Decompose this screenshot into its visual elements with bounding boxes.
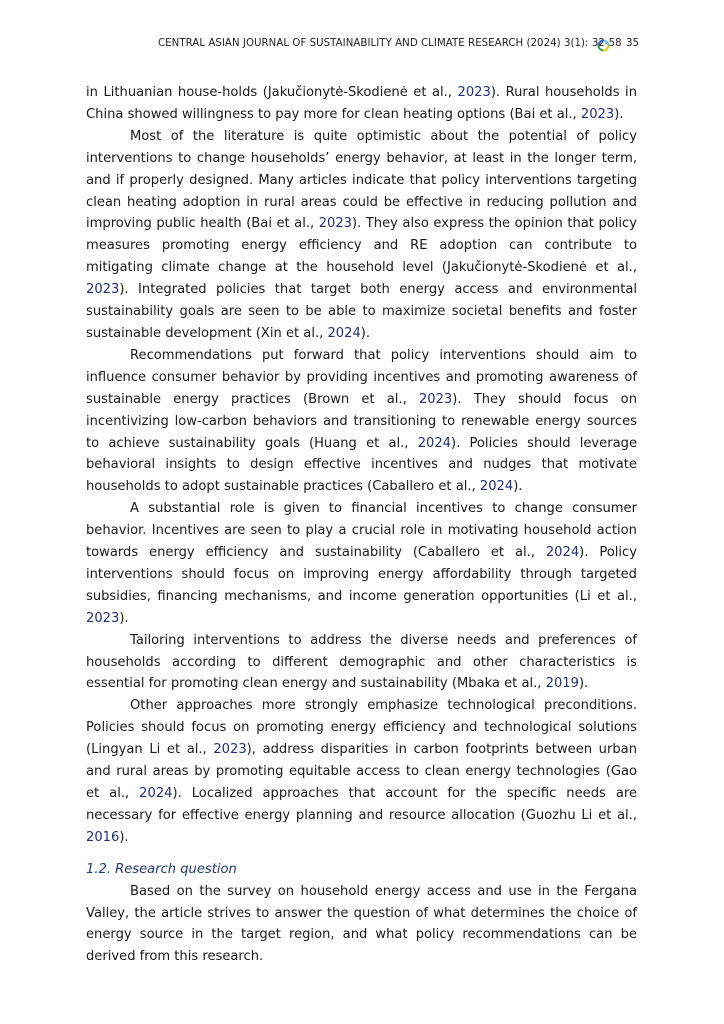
- text: Other approaches more strongly emphasize technological preconditions. Policies should focus on promoting energy efficiency and technological solutions (Lingyan Li et al.,: [86, 698, 637, 758]
- citation-link[interactable]: 2023: [580, 106, 615, 122]
- text: ).: [614, 106, 624, 122]
- citation-link[interactable]: 2024: [479, 479, 514, 495]
- journal-logo-icon: [597, 39, 610, 52]
- text: ).: [119, 829, 129, 845]
- text: Recommendations put forward that policy interventions should aim to influence consumer behavior by providing incentives and promoting awareness of sustainable energy practices (Brown et al.,: [86, 347, 637, 407]
- text: A substantial role is given to financial incentives to change consumer behavior. Incentives are seen to play a crucial role in motivating household action towards energy efficiency and sustainability (Caballero et al.,: [86, 501, 637, 561]
- citation-link[interactable]: 2023: [86, 282, 120, 298]
- citation-link[interactable]: 2019: [545, 676, 579, 692]
- text: ). Integrated policies that target both energy access and environmental sustainability goals are seen to be able to maximize societal benefits and foster sustainable development (Xin et al.,: [86, 282, 637, 341]
- text: ). Localized approaches that account for the specific needs are necessary for effective energy planning and resource allocation (Guozhu Li et al.,: [86, 786, 638, 823]
- text: ), address disparities in carbon footprints between urban and rural areas by promoting equitable access to clean energy technologies (Gao et al.,: [86, 742, 637, 801]
- paragraph-recommendations: [86, 345, 637, 498]
- text: ). They should focus on incentivizing low-carbon behaviors and transitioning to renewable energy sources to achieve sustainability goals (Huang et al.,: [86, 391, 637, 451]
- section-heading: 1.2. Research question: [86, 861, 237, 877]
- citation-link[interactable]: 2024: [327, 325, 361, 341]
- text: ). Policies should leverage behavioral insights to design effective incentives and nudges that motivate households to adopt sustainable practices (Caballero et al.,: [86, 435, 637, 495]
- text: in Lithuanian house-holds (Jakučionytė-Skodienė et al.,: [86, 85, 458, 100]
- text: ). They also express the opinion that policy measures promoting energy efficiency and RE adoption can contribute to mitigating climate change at the household level (Jakučionytė-Skodienė et al.,: [86, 216, 638, 276]
- page-number: 35: [626, 38, 639, 49]
- running-header: [0, 38, 724, 58]
- paragraph-technological: [86, 695, 637, 848]
- text: Tailoring interventions to address the diverse needs and preferences of households according to different demographic and other characteristics is essential for promoting clean energy and sustainability (Mbaka et al.,: [86, 632, 637, 692]
- paragraph-continuation: [86, 82, 637, 126]
- citation-link[interactable]: 2024: [545, 545, 580, 561]
- paragraph-financial-incentives: [86, 498, 637, 629]
- paragraph-literature-optimism: [86, 126, 637, 345]
- citation-link[interactable]: 2023: [318, 216, 353, 232]
- text: Most of the literature is quite optimistic about the potential of policy interventions to change households’ energy behavior, at least in the longer term, and if properly designed. Many articles indicate that policy interventions targeting clean heating adoption in rural areas could be effective in reducing pollution and improving public health (Bai et al.,: [86, 128, 637, 232]
- paragraph-tailoring: [86, 630, 637, 696]
- paragraph-research-question: Based on the survey on household energy access and use in the Fergana Valley, the article strives to answer the question of what determines the choice of energy source in the target region, and what policy recommendations can be derived from this research.: [86, 883, 637, 965]
- text: ).: [119, 610, 129, 626]
- text: ).: [578, 676, 589, 692]
- citation-link[interactable]: 2024: [417, 435, 452, 451]
- text: ).: [513, 479, 523, 495]
- article-body: [86, 82, 637, 968]
- citation-link[interactable]: 2024: [139, 786, 173, 801]
- citation-link[interactable]: 2016: [86, 829, 120, 845]
- text: ). Policy interventions should focus on improving energy affordability through targeted subsidies, financing mechanisms, and income generation opportunities (Li et al.,: [86, 545, 637, 604]
- text: ).: [360, 325, 371, 341]
- citation-link[interactable]: 2023: [213, 742, 247, 758]
- journal-title: CENTRAL ASIAN JOURNAL OF SUSTAINABILITY AND CLIMATE RESEARCH (2024) 3(1): 32-58: [158, 38, 622, 49]
- citation-link[interactable]: 2023: [418, 391, 453, 407]
- text: ). Rural households in China showed willingness to pay more for clean heating options (Bai et al.,: [86, 85, 637, 122]
- citation-link[interactable]: 2023: [86, 610, 120, 626]
- citation-link[interactable]: 2023: [457, 85, 491, 100]
